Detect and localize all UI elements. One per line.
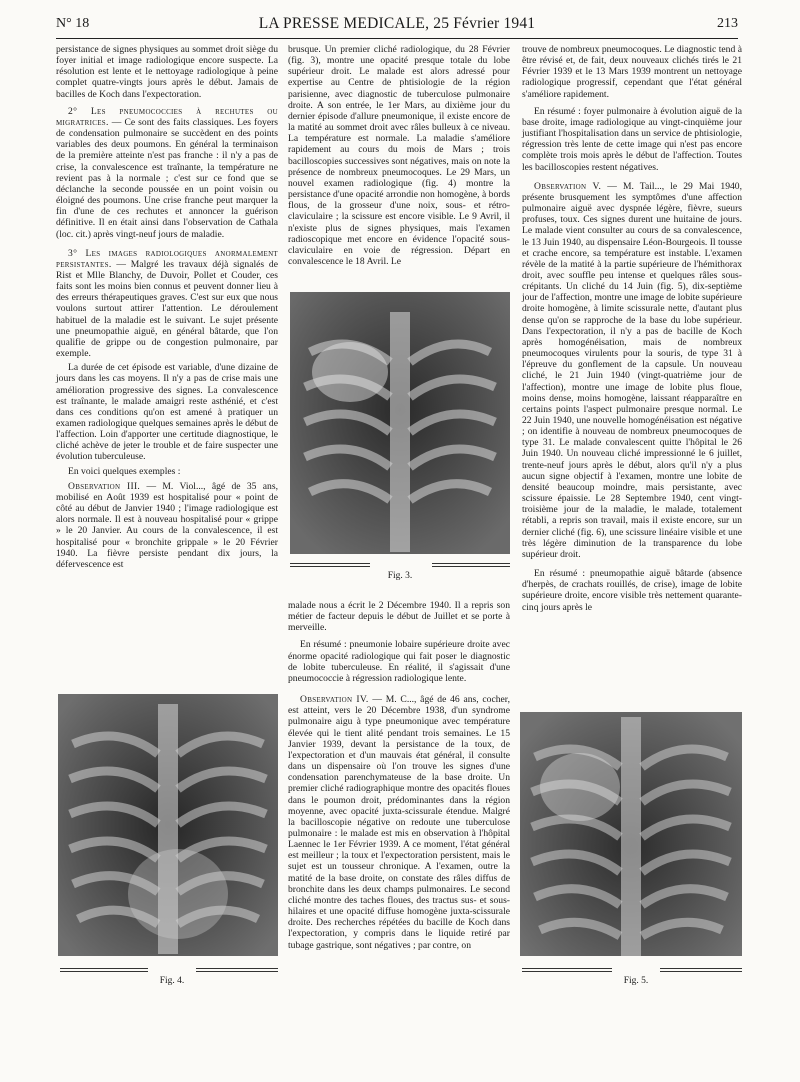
observation-title: Observation IV. [300,694,369,706]
figure-3-caption: Fig. 3. [387,571,413,581]
paragraph: En résumé : pneumopathie aiguë bâtarde (absence d'herpès, de crachats rouillés, de crise), image de lobite supérieure droite, encore visible très nettement quarante-cinq jours après le [522,568,742,613]
paragraph: brusque. Un premier cliché radiologique, du 28 Février (fig. 3), montre une opacité presque totale du lobe supérieur droit. Le malade est alors adressé pour expertise au Centre de phtisiologie de la région parisienne, avec diagnostic de tuberculose pulmonaire droite. A son entrée, le 1er Mars, au dixième jour du dernier épisode d'allure pneumonique, il existe encore de la matité au sommet droit avec râles bulleux à ce niveau. La température est normale. La maladie s'améliore rapidement au cours du mois de Mars ; trois bacilloscopies successives sont négatives, mais on note la présence de nombreux pneumocoques. Le 29 Mars, un nouvel examen radiologique (fig. 4) montre la persistance d'une opacité arrondie non homogène, à bords flous, de la grosseur d'une noix, sous- et rétro-claviculaire ; la scissure est encore visible. Le 9 Avril, il n'existe plus de signes physiques, mais l'examen radioscopique met encore en évidence l'opacité sous-claviculaire en voie de régression. Départ en convalescence le 18 Avril. Le [288,44,510,267]
figure-5-caption: Fig. 5. [623,976,649,986]
observation-title: Observation V. [534,180,602,192]
paragraph [56,481,278,570]
xray-image [58,694,278,956]
journal-title: LA PRESSE MEDICALE, 25 Février 1941 [258,15,536,32]
column-1 [56,44,278,573]
page-number: 213 [717,16,738,31]
section-title: 2° Les pneumococcies à rechutes ou migratrices. [56,105,278,128]
xray-figure-5 [520,712,742,956]
xray-image [290,292,510,554]
paragraph: La durée de cet épisode est variable, d'une dizaine de jours dans les cas moyens. Il n'y a pas de crise mais une amélioration progressive des signes. La convalescence est traînante, le malade amaigri reste asthénié, et c'est dans ces conditions qu'on est amené à pratiquer un examen radiologique quelques semaines après le début de l'affection. Loin d'apporter une certitude diagnostique, le cliché achève de jeter le trouble et de faire suspecter une évolution tuberculeuse. [56,362,278,463]
paragraph: trouve de nombreux pneumocoques. Le diagnostic tend à être révisé et, de fait, deux nouveaux clichés tirés le 21 Février 1939 et le 13 Mars 1939 montrent un nettoyage radiologique progressif, cependant que l'état général s'améliore rapidement. [522,44,742,100]
section-text: — Ce sont des faits classiques. Les foyers de condensation pulmonaire se succèdent en des points variables des deux poumons. En général la terminaison de la première atteinte n'est pas franche : il n'y a pas de crise, la convalescence est traînante, la température ne revient pas à la normale ; c'est sur ce fond que se déclanche la seconde poussée en un point voisin ou éloigné des poumons. Une crise franche peut marquer la fin d'une de ces rechutes et annoncer la guérison définitive. Il en était ainsi dans l'observation de Cathala (loc. cit.) après vingt-neuf jours de maladie. [56,116,279,240]
issue-number: N° 18 [56,16,90,31]
paragraph [522,181,742,560]
xray-image [520,712,742,956]
figure-rule [522,968,612,972]
column-2-top [288,44,510,270]
observation-text: — M. C..., âgé de 46 ans, cocher, est atteint, vers le 20 Décembre 1938, d'un syndrome pulmonaire aigu à type pneumonique avec température élevée qui le tient alité pendant trois semaines. Le 15 Janvier 1939, devant la persistance de la toux, de l'expectoration et d'un mauvais état général, il consulte dans un dispensaire où l'on trouve les signes d'une condensation parenchymateuse de la base droite. Un premier cliché radiographique montre des opacités floues dans le poumon droit, prédominantes dans la région moyenne, avec opacité juxta-scissurale étendue. Malgré la bacilloscopie négative on redoute une tuberculose pulmonaire : le malade est mis en observation à l'hôpital Laennec le 1er Février 1939. A ce moment, l'état général est meilleur ; la toux et l'expectoration persistent, mais le sujet est un tousseur chronique. A l'examen, outre la matité de la base droite, on constate des râles diffus de bronchite dans les deux champs pulmonaires. Le second cliché montre des taches floues, des tractus sus- et sous-hilaires et une opacité diffuse homogène juxta-scissurale droite. Des recherches répétées du bacille de Koch dans l'expectoration, y compris dans le liquide retiré par tubage gastrique, sont négatives ; par contre, on [288,694,510,951]
figure-rule [196,968,278,972]
paragraph: persistance de signes physiques au sommet droit siège du foyer initial et image radiologique encore suspecte. La résolution est lente et le nettoyage radiologique à peine complet quatre-vingts jours après le début. Jamais de bacilles de Koch dans l'expectoration. [56,44,278,100]
section-title: 3° Les images radiologiques anormalement persistantes. [56,247,278,270]
observation-text: — M. Viol..., âgé de 35 ans, mobilisé en Août 1939 est hospitalisé pour « point de côté au début de Janvier 1940 ; l'image radiologique est alors normale. Il est à nouveau hospitalisé pour « grippe » le 20 Janvier. Au cours de la convalescence, il est hospitalisé pour « bronchite grippale » le 20 Février 1940. La fièvre persiste pendant dix jours, la défervescence est [56,480,278,570]
figure-4-caption: Fig. 4. [159,976,185,986]
figure-rule [660,968,742,972]
section-text: — Malgré les travaux déjà signalés de Rist et Mlle Blanchy, de Duvoir, Pollet et Couder, ces faits sont les moins bien connus et peuvent donner lieu à des erreurs thérapeutiques graves. C'est sur eux que nous voulons surtout attirer l'attention. Le déroulement habituel de la maladie est le suivant. Le sujet présente une pneumopathie aiguë, en général bâtarde, que l'on qualifie de grippe ou de congestion pulmonaire, par exemple. [56,258,278,360]
column-3 [522,44,742,616]
column-2-bottom [288,600,510,954]
paragraph [56,106,278,240]
paragraph: malade nous a écrit le 2 Décembre 1940. Il a repris son métier de facteur depuis le début de Juillet et se porte à merveille. [288,600,510,634]
xray-figure-4 [58,694,278,956]
paragraph: En résumé : pneumonie lobaire supérieure droite avec énorme opacité radiologique qui fait poser le diagnostic de lobite tuberculeuse. En réalité, il s'agissait d'une pneumococcie à régression radiologique lente. [288,639,510,684]
observation-title: Observation III. [68,480,141,492]
figure-rule [432,563,510,567]
paragraph: En résumé : foyer pulmonaire à évolution aiguë de la base droite, image radiologique au vingt-cinquième jour justifiant l'hospitalisation dans un service de phtisiologie, régression très lente de cette image qui n'est pas encore complète trois mois après le début de l'affection. Toutes les bacilloscopies restent négatives. [522,105,742,173]
paragraph [288,694,510,951]
page-header [56,14,738,39]
paragraph [56,248,278,360]
observation-text: — M. Tail..., le 29 Mai 1940, présente brusquement les symptômes d'une affection pulmonaire aiguë avec dyspnée légère, fièvre, sueurs profuses, toux. Ces signes durent une huitaine de jours. Le malade vient consulter au cours de sa convalescence, le 13 Juin 1940, au dispensaire Léon-Bourgeois. Il tousse et crache encore, sa température est instable. L'examen révèle de la matité à la partie supérieure de l'hémithorax droit, avec souffle peu intense et quelques râles sous-crépitants. Un cliché du 14 Juin (fig. 5), dix-septième jour de l'affection, montre une image de lobite supérieure droite homogène, à limite scissurale nette, d'autant plus dense qu'on se rapproche de la base du lobe supérieur. Dans l'expectoration, il n'y a pas de bacille de Koch après homogénéisation, mais de nombreux pneumocoques virulents pour la souris, de type 31 à l'épreuve du gonflement de la capsule. Un nouveau cliché, le 21 Juin 1940 (vingt-quatrième jour de l'affection), montre une image de lobite plus floue, moins dense, moins homogène, laissant réapparaître en certains points l'aspect pulmonaire presque normal. Le 22 Juin 1940, une nouvelle homogénéisation est négative ; on identifie à nouveau de nombreux pneumocoques de type 31. Le malade convalescent quitte l'hôpital le 26 Juin 1940. Un nouveau cliché impressionné le 6 juillet, trente-neuf jours après le début, alors qu'il n'y a plus aucun signe objectif à l'examen, montre une lobite de densité beaucoup moindre, mais persistante, avec scissure épaissie. Le 28 Septembre 1940, cent vingt-troisième jour de la maladie, le malade, totalement rétabli, a repris son travail, mais il existe encore, sur un dernier cliché (fig. 6), une scissure linéaire visible et une très légère diminution de la transparence du lobe supérieur droit. [522,180,742,560]
figure-rule [290,563,370,567]
xray-figure-3 [290,292,510,554]
paragraph: En voici quelques exemples : [68,465,181,477]
figure-rule [60,968,148,972]
